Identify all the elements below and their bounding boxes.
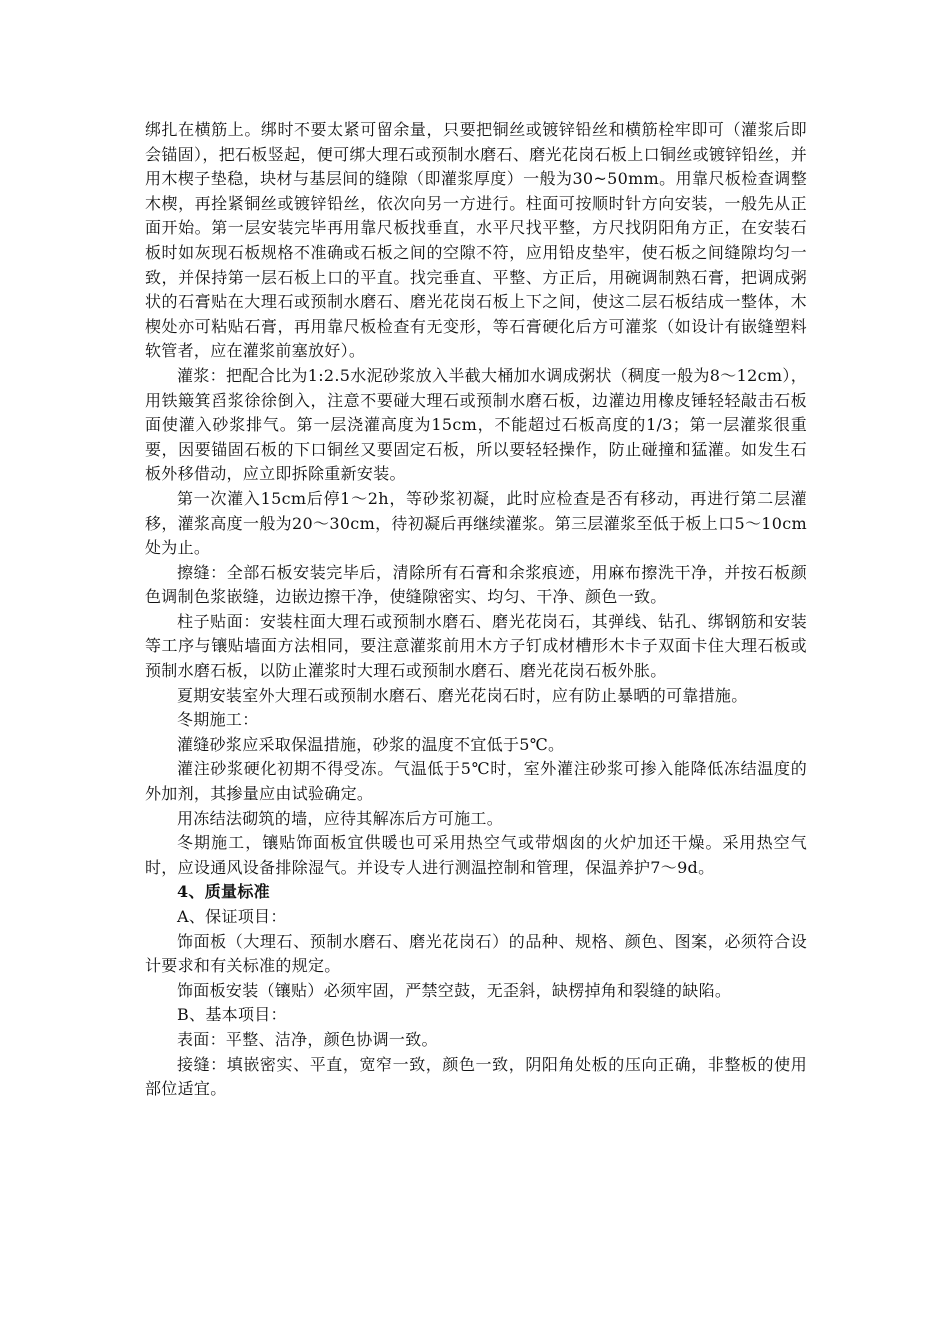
section-heading-quality-standard: 4、质量标准 xyxy=(177,882,270,902)
paragraph-first-pour: 第一次灌入15cm后停1～2h，等砂浆初凝，此时应检查是否有移动，再进行第二层灌移，灌浆高度一般为20～30cm，待初凝后再继续灌浆。第三层灌浆至低于板上口5～10cm处为止。 xyxy=(145,488,807,558)
paragraph-winter-heating: 冬期施工，镶贴饰面板宜供暖也可采用热空气或带烟囱的火炉加还干燥。采用热空气时，应设通风设备排除湿气。并设专人进行测温控制和管理，保温养护7～9d。 xyxy=(145,833,807,877)
paragraph-frozen-wall: 用冻结法砌筑的墙，应待其解冻后方可施工。 xyxy=(177,808,504,828)
paragraph-joints: 接缝：填嵌密实、平直，宽窄一致，颜色一致，阴阳角处板的压向正确，非整板的使用部位适宜。 xyxy=(145,1054,807,1099)
paragraph-winter-mortar-temp: 灌缝砂浆应采取保温措施，砂浆的温度不宜低于5℃。 xyxy=(177,734,565,754)
paragraph-panel-specs: 饰面板（大理石、预制水磨石、磨光花岗石）的品种、规格、颜色、图案，必须符合设计要求和有关标准的规定。 xyxy=(145,931,807,976)
paragraph-binding-continuation: 绑扎在横筋上。绑时不要太紧可留余量，只要把铜丝或镀锌铅丝和横筋栓牢即可（灌浆后即会锚固），把石板竖起，便可绑大理石或预制水磨石、磨光花岗石板上口铜丝或镀锌铅丝，并用木楔子垫稳，块材与基层间的缝隙（即灌浆厚度）一般为30~50mm。用靠尺板检查调整木楔，再拴紧铜丝或镀锌铅丝，依次向另一方进行。柱面可按顺时针方向安装，一般先从正面开始。第一层安装完毕再用靠尺板找垂直，水平尺找平整，方尺找阴阳角方正，在安装石板时如灰现石板规格不准确或石板之间的空隙不符，应用铅皮垫牢，使石板之间缝隙均匀一致，并保持第一层石板上口的平直。找完垂直、平整、方正后，用碗调制熟石膏，把调成粥状的石膏贴在大理石或预制水磨石、磨光花岗石板上下之间，使这二层石板结成一整体，木楔处亦可粘贴石膏，再用靠尺板检查有无变形，等石膏硬化后方可灌浆（如设计有嵌缝塑料软管者，应在灌浆前塞放好）。 xyxy=(145,120,807,361)
paragraph-winter-antifreeze: 灌注砂浆硬化初期不得受冻。气温低于5℃时，室外灌注砂浆可掺入能降低冻结温度的外加剂，其掺量应由试验确定。 xyxy=(145,759,807,804)
paragraph-summer-install: 夏期安装室外大理石或预制水磨石、磨光花岗石时，应有防止暴晒的可靠措施。 xyxy=(177,685,748,705)
document-page xyxy=(145,118,807,1102)
paragraph-grouting: 灌浆：把配合比为1:2.5水泥砂浆放入半截大桶加水调成粥状（稠度一般为8～12cm），用铁簸箕舀浆徐徐倒入，注意不要碰大理石或预制水磨石板，边灌边用橡皮锤轻轻敲击石板面使灌入砂浆排气。第一层浇灌高度为15cm，不能超过石板高度的1/3；第一层灌浆很重要，因要锚固石板的下口铜丝又要固定石板，所以要轻轻操作，防止碰撞和猛灌。如发生石板外移借动，应立即拆除重新安装。 xyxy=(145,365,807,484)
paragraph-basic-items: B、基本项目： xyxy=(177,1005,287,1025)
paragraph-guarantee-items: A、保证项目： xyxy=(177,907,287,926)
paragraph-panel-installation: 饰面板安装（镶贴）必须牢固，严禁空鼓，无歪斜，缺楞掉角和裂缝的缺陷。 xyxy=(177,980,732,1000)
paragraph-surface: 表面：平整、洁净，颜色协调一致。 xyxy=(177,1029,438,1049)
paragraph-column-facing: 柱子贴面：安装柱面大理石或预制水磨石、磨光花岗石，其弹线、钻孔、绑钢筋和安装等工序与镶贴墙面方法相同，要注意灌浆前用木方子钉成材槽形木卡子双面卡住大理石板或预制水磨石板，以防止灌浆时大理石或预制水磨石、磨光花岗石板外胀。 xyxy=(145,611,807,681)
paragraph-winter-heading: 冬期施工： xyxy=(177,710,259,730)
paragraph-joint-wiping: 擦缝：全部石板安装完毕后，清除所有石膏和余浆痕迹，用麻布擦洗干净，并按石板颜色调制色浆嵌缝，边嵌边擦干净，使缝隙密实、均匀、干净、颜色一致。 xyxy=(145,562,807,607)
